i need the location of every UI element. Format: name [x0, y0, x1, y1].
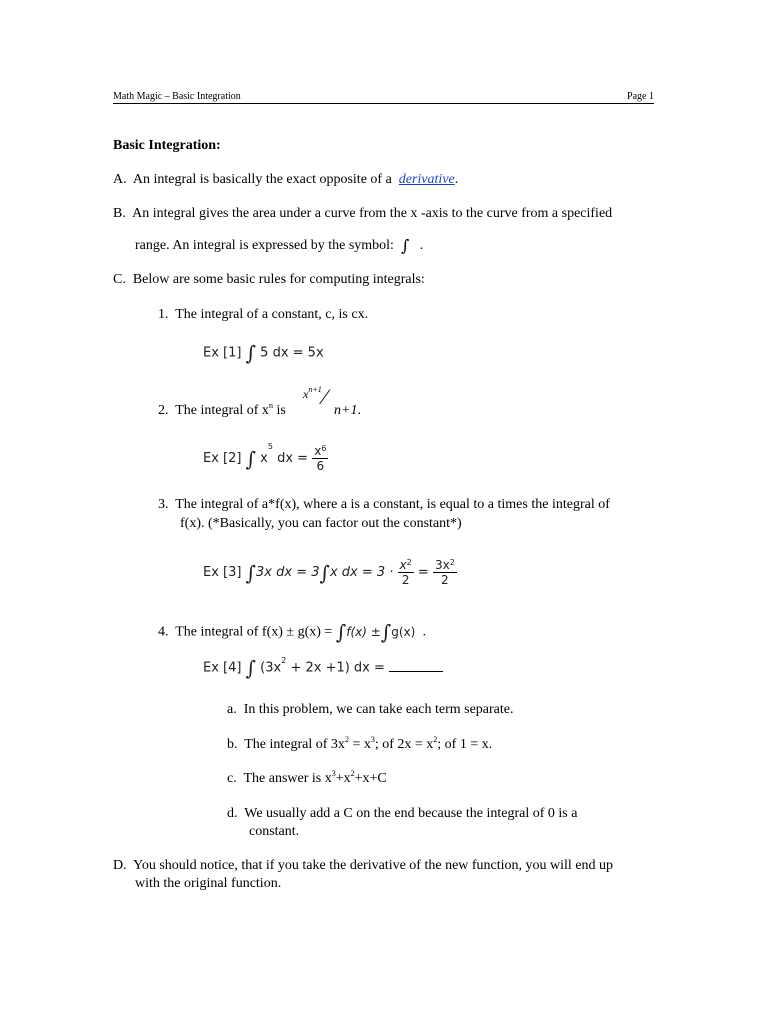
- item-a-text: An integral is basically the exact opposite of a: [132, 172, 392, 187]
- example-2: Ex [2] ∫ $x^5$ dx = $\frac{x^6}{6}$: [203, 442, 327, 473]
- subitem-c: c. The answer is $x^3+x^2+x+C$: [227, 769, 387, 786]
- header-rule: [113, 103, 654, 104]
- subitem-d-line2: constant.: [249, 824, 300, 839]
- subitem-d-line1: d. We usually add a C on the end because the integral of 0 is a: [227, 806, 578, 821]
- rule-2-slash: ⁄: [323, 384, 327, 409]
- example-3: Ex [3] ∫3x dx = 3∫x dx = 3 · $\frac{x^2}{2}$ = $\frac{3x^2}{2}$: [203, 558, 455, 587]
- item-a: A. An integral is basically the exact opposite of a derivative.: [113, 172, 459, 187]
- rule-3-line2: f(x). (*Basically, you can factor out the constant*): [180, 516, 462, 531]
- item-b-line1: B. An integral gives the area under a curve from the x -axis to the curve from a specified: [113, 206, 613, 221]
- rule-3-line1: 3. The integral of a*f(x), where a is a constant, is equal to a times the integral of: [158, 497, 610, 512]
- example-1: Ex [1] ∫ 5 dx = 5x: [203, 341, 324, 365]
- item-d-line1: D. You should notice, that if you take the derivative of the new function, you will end up: [113, 858, 614, 873]
- answer-blank: [389, 659, 443, 672]
- item-c: C. Below are some basic rules for computing integrals:: [113, 272, 425, 287]
- rule-4: 4. The integral of f(x) ± g(x) = ∫f(x) ±∫g(x) .: [158, 620, 427, 644]
- derivative-link[interactable]: derivative: [398, 172, 455, 187]
- item-a-letter: A.: [113, 172, 127, 187]
- section-title: Basic Integration:: [113, 138, 221, 153]
- page-number: Page 1: [627, 91, 654, 102]
- subitem-b: b. The integral of $3x^2 = x^3$; of $2x = x^2$; of 1 = x.: [227, 735, 493, 752]
- integral-symbol: ∫: [400, 236, 410, 255]
- item-d-line2: with the original function.: [135, 876, 282, 891]
- rule-2-formula: $x^{n+1}$: [303, 385, 322, 401]
- example-4: Ex [4] ∫ $(3x^2 + 2x +1)$ dx =: [203, 658, 443, 678]
- header-title: Math Magic – Basic Integration: [113, 91, 241, 102]
- integral-sign: ∫: [245, 341, 257, 365]
- rule-2: 2. The integral of $x^n$ is: [158, 401, 286, 418]
- rule-1: 1. The integral of a constant, c, is cx.: [158, 307, 369, 322]
- item-b-line2: range. An integral is expressed by the symbol: ∫ .: [135, 236, 424, 255]
- subitem-a: a. In this problem, we can take each term separate.: [227, 702, 514, 717]
- example-2-fraction: $\frac{x^6}{6}$: [314, 444, 327, 473]
